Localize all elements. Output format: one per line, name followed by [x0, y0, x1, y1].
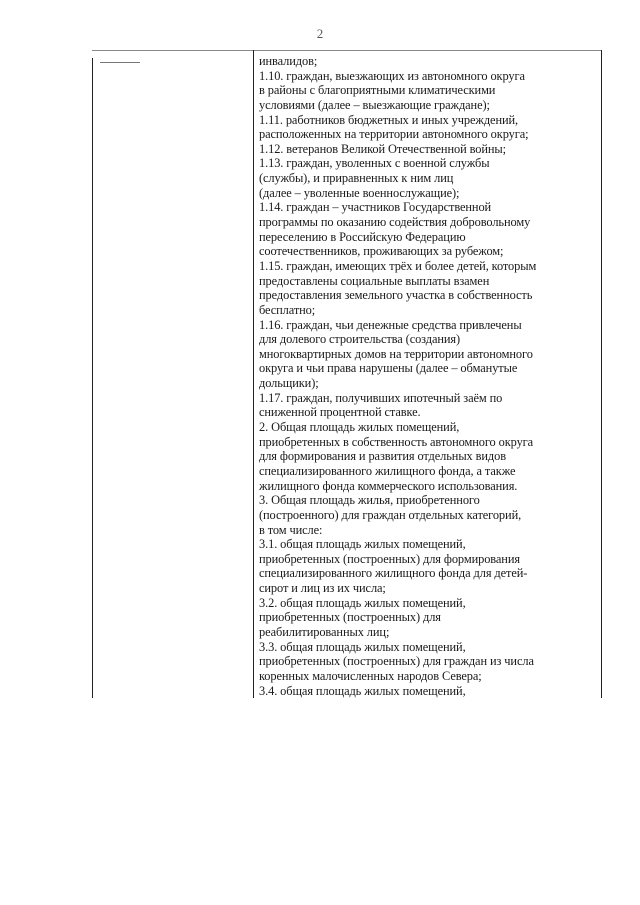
text-line: специализированного жилищного фонда, а также [259, 463, 516, 478]
text-line: 1.12. ветеранов Великой Отечественной войны; [259, 141, 506, 156]
text-line: сниженной процентной ставке. [259, 405, 421, 420]
document-table [92, 50, 602, 698]
text-line: предоставлены социальные выплаты взамен [259, 273, 490, 288]
text-line: предоставления земельного участка в собственность [259, 288, 533, 303]
text-line: переселению в Российскую Федерацию [259, 229, 466, 244]
text-line: округа и чьи права нарушены (далее – обманутые [259, 361, 518, 376]
text-line: коренных малочисленных народов Севера; [259, 668, 482, 683]
text-line: для формирования и развития отдельных видов [259, 449, 506, 464]
text-line: программы по оказанию содействия добровольному [259, 215, 531, 230]
text-line: (службы), и приравненных к ним лиц [259, 171, 454, 186]
table-left-mark [100, 62, 140, 63]
text-line: 1.15. граждан, имеющих трёх и более детей, которым [259, 258, 537, 273]
text-line: инвалидов; [259, 54, 318, 68]
text-line: в районы с благоприятными климатическими [259, 83, 496, 98]
text-line: 3. Общая площадь жилья, приобретенного [259, 493, 480, 508]
text-line: 1.13. граждан, уволенных с военной службы [259, 156, 490, 171]
text-line: 3.3. общая площадь жилых помещений, [259, 639, 466, 654]
text-line: сирот и лиц из их числа; [259, 581, 386, 596]
text-line: дольщики); [259, 376, 319, 391]
text-line: многоквартирных домов на территории автономного [259, 346, 533, 361]
text-line: в том числе: [259, 522, 323, 537]
text-line: 3.4. общая площадь жилых помещений, [259, 683, 466, 698]
text-line: жилищного фонда коммерческого использования. [259, 478, 518, 493]
text-line: реабилитированных лиц; [259, 624, 390, 639]
page-number: 2 [316, 26, 324, 41]
text-line: (далее – уволенные военнослужащие); [259, 185, 460, 200]
table-top-border [92, 50, 602, 51]
text-line: соотечественников, проживающих за рубежом; [259, 244, 504, 259]
text-line: 1.14. граждан – участников Государственной [259, 200, 492, 215]
text-line: 1.16. граждан, чьи денежные средства привлечены [259, 317, 522, 332]
table-left-border [92, 58, 93, 698]
indicator-text-cell [259, 54, 602, 698]
text-line: 2. Общая площадь жилых помещений, [259, 420, 460, 435]
text-line: приобретенных (построенных) для формирования [259, 551, 520, 566]
text-line: приобретенных (построенных) для граждан из числа [259, 654, 534, 669]
table-column-divider [253, 50, 254, 698]
text-line: бесплатно; [259, 302, 316, 317]
text-line: приобретенных в собственность автономного округа [259, 434, 534, 449]
text-line: расположенных на территории автономного округа; [259, 127, 529, 142]
text-line: 3.1. общая площадь жилых помещений, [259, 537, 466, 552]
text-line: 1.17. граждан, получивших ипотечный заём по [259, 390, 503, 405]
text-line: условиями (далее – выезжающие граждане); [259, 97, 490, 112]
text-line: специализированного жилищного фонда для детей- [259, 566, 528, 581]
text-line: приобретенных (построенных) для [259, 610, 441, 625]
text-line: (построенного) для граждан отдельных категорий, [259, 507, 522, 522]
text-line: 3.2. общая площадь жилых помещений, [259, 595, 466, 610]
text-line: 1.10. граждан, выезжающих из автономного округа [259, 68, 525, 83]
text-line: для долевого строительства (создания) [259, 332, 461, 347]
text-line: 1.11. работников бюджетных и иных учреждений, [259, 112, 519, 127]
